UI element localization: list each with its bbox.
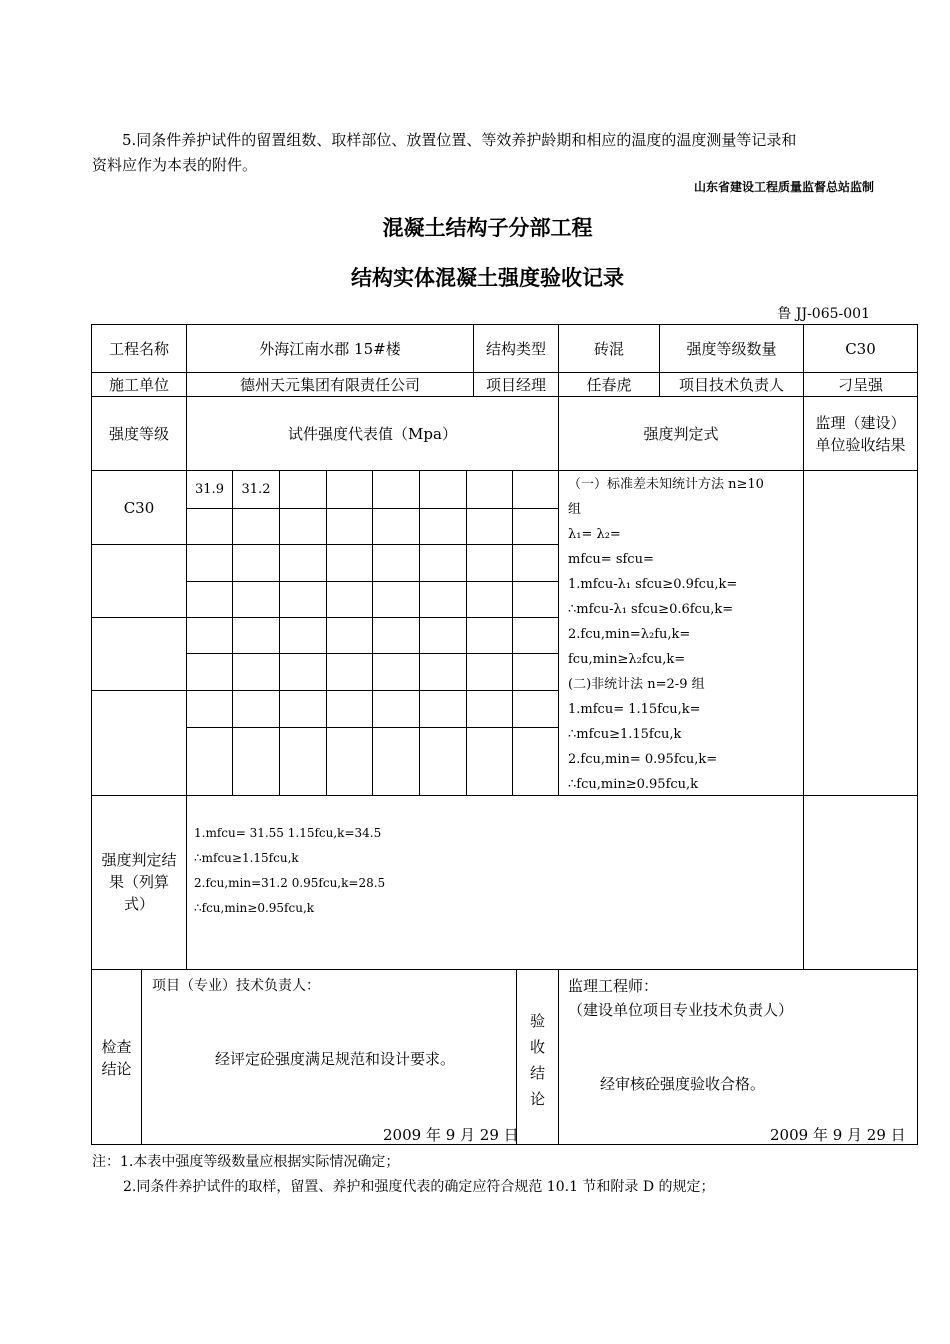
supervisor-header [804,397,917,470]
specimen-value-1: 31.9 [195,481,224,497]
formula-block [568,472,764,797]
tech-person-label: 项目（专业）技术负责人： [152,978,320,994]
formula-line: ∴fcu,min≥0.95fcu,k [568,777,699,792]
check-label-line2: 结论 [101,1060,132,1078]
formula-line: fcu,min≥λ₂fcu,k= [568,652,686,667]
supervisor-header-line2: 单位验收结果 [815,435,906,454]
formula-line: 1.mfcu-λ₁ sfcu≥0.9fcu,k= [568,577,738,592]
tech-label: 项目技术负责人 [678,375,784,394]
formula-line: 2.fcu,min=λ₂fu,k= [568,627,691,642]
grade-header: 强度等级 [108,424,169,443]
specimen-value-2: 31.2 [241,481,271,497]
result-label-line3: 式） [123,895,154,913]
note-2: 2.同条件养护试件的取样，留置、养护和强度代表的确定应符合规范 10.1 节和附录 D 的规定； [123,1179,715,1195]
project-name: 外海江南水郡 15#楼 [259,339,401,358]
formula-line: ∴mfcu≥1.15fcu,k [568,727,682,742]
result-line: 1.mfcu= 31.55 1.15fcu,k=34.5 [194,826,382,840]
formula-header: 强度判定式 [643,424,719,443]
result-label-line2: 果（列算 [108,873,169,891]
formula-line: mfcu= sfcu= [568,552,654,567]
accept-label-char: 验 [529,1012,545,1030]
accept-label-char: 结 [529,1064,545,1082]
check-label [92,1030,141,1086]
accept-label [517,1008,558,1112]
supervisor-header-line1: 监理（建设） [815,413,906,432]
project-name-label: 工程名称 [108,339,169,358]
result-label-line1: 强度判定结 [101,851,177,869]
result-line: 2.fcu,min=31.2 0.95fcu,k=28.5 [194,876,386,890]
formula-line: 组 [568,502,582,517]
grade-qty-label: 强度等级数量 [686,339,777,358]
intro-line-1: 5.同条件养护试件的留置组数、取样部位、放置位置、等效养护龄期和相应的温度的温度测量等记录和 [122,131,797,149]
note-1: 注：1.本表中强度等级数量应根据实际情况确定； [92,1154,400,1170]
grade-qty: C30 [845,339,876,358]
conclusion-text: 经评定砼强度满足规范和设计要求。 [215,1050,456,1068]
result-line: ∴mfcu≥1.15fcu,k [194,851,299,865]
accept-label-char: 论 [529,1090,545,1108]
formula-line: λ₁= λ₂= [568,527,621,542]
formula-line: (二)非统计法 n=2-9 组 [568,677,705,692]
tech: 刁呈强 [837,375,883,394]
structure-type-label: 结构类型 [485,339,546,358]
form-code: 鲁 JJ-065-001 [777,306,870,322]
pm-label: 项目经理 [485,375,546,394]
grade-value: C30 [123,498,155,517]
accept-result: 经审核砼强度验收合格。 [600,1075,766,1093]
check-label-line1: 检查 [101,1038,132,1056]
result-label [92,820,186,944]
structure-type: 砖混 [593,339,624,358]
formula-line: 1.mfcu= 1.15fcu,k= [568,702,701,717]
contractor-label: 施工单位 [108,375,169,394]
title-sub: 结构实体混凝土强度验收记录 [351,266,624,290]
intro-line-2: 资料应作为本表的附件。 [92,156,258,174]
formula-line: ∴mfcu-λ₁ sfcu≥0.6fcu,k= [568,602,734,617]
supervisor-note: （建设单位项目专业技术负责人） [568,1001,794,1019]
supervisor-engineer-label: 监理工程师： [568,977,659,995]
result-calculation [194,821,385,921]
accept-label-char: 收 [529,1038,545,1056]
pm: 任春虎 [586,375,632,394]
values-header: 试件强度代表值（Mpa） [288,424,457,443]
result-line: ∴fcu,min≥0.95fcu,k [194,901,315,915]
date-left: 2009 年 9 月 29 日 [383,1126,519,1144]
intro-text [92,128,892,178]
date-right: 2009 年 9 月 29 日 [770,1126,906,1144]
formula-line: （一）标准差未知统计方法 n≥10 [568,477,764,492]
title-main: 混凝土结构子分部工程 [382,216,593,240]
contractor: 德州天元集团有限责任公司 [239,375,420,394]
issuer: 山东省建设工程质量监督总站监制 [693,180,874,194]
notes [92,1150,715,1200]
formula-line: 2.fcu,min= 0.95fcu,k= [568,752,718,767]
